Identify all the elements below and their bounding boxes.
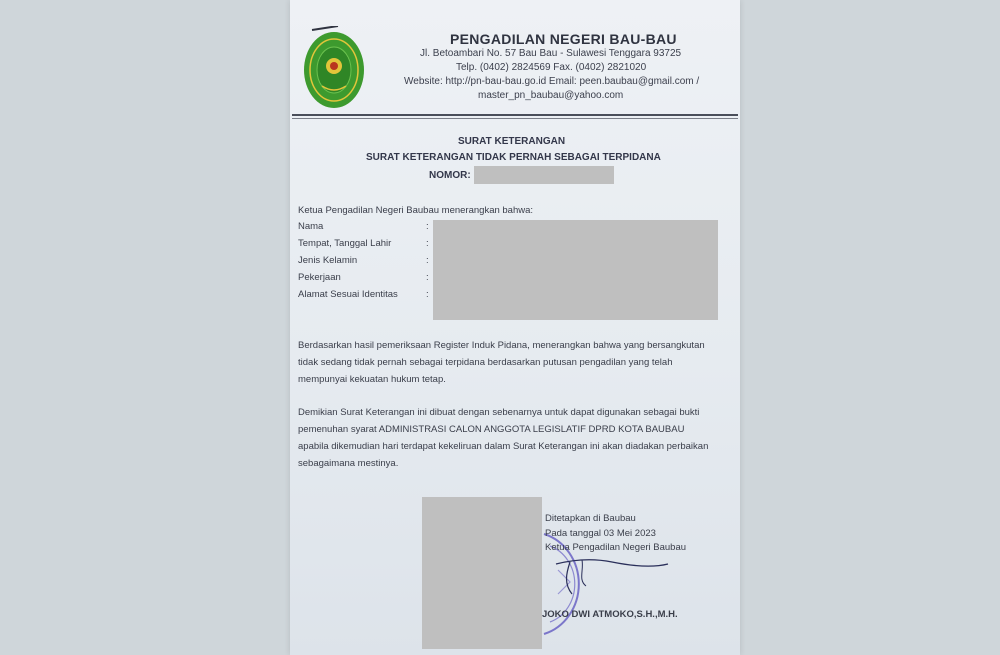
paragraph-1-line: Berdasarkan hasil pemeriksaan Register Induk Pidana, menerangkan bahwa yang bersangkutan: [298, 340, 705, 351]
handwritten-signature: [552, 550, 672, 600]
paragraph-2-line: Demikian Surat Keterangan ini dibuat dengan sebenarnya untuk dapat digunakan sebagai bukti: [298, 407, 700, 418]
signature-date: Pada tanggal 03 Mei 2023: [545, 528, 656, 539]
paragraph-2-line: apabila dikemudian hari terdapat kekeliruan dalam Surat Keterangan ini akan diadakan perbaikan: [298, 441, 709, 452]
paragraph-1-line: mempunyai kekuatan hukum tetap.: [298, 374, 446, 385]
document-title: SURAT KETERANGAN: [458, 136, 566, 147]
field-colon: :: [426, 272, 429, 283]
court-phone: Telp. (0402) 2824569 Fax. (0402) 2821020: [456, 62, 647, 73]
field-label-job: Pekerjaan: [298, 272, 341, 283]
court-website: Website: http://pn-bau-bau.go.id Email: peen.baubau@gmail.com /: [404, 76, 700, 87]
paragraph-1-line: tidak sedang tidak pernah sebagai terpidana berdasarkan putusan pengadilan yang telah: [298, 357, 673, 368]
court-address: Jl. Betoambari No. 57 Bau Bau - Sulawesi Tenggara 93725: [420, 48, 682, 59]
letterhead-rule: [292, 114, 738, 116]
redacted-number: [474, 166, 614, 184]
document-number-label: NOMOR:: [429, 170, 471, 181]
redacted-identity: [433, 220, 718, 320]
document-page: [290, 0, 740, 655]
signature-place: Ditetapkan di Baubau: [545, 513, 636, 524]
intro-text: Ketua Pengadilan Negeri Baubau menerangkan bahwa:: [298, 205, 534, 216]
redacted-photo: [422, 497, 542, 649]
field-label-birth: Tempat, Tanggal Lahir: [298, 238, 392, 249]
field-label-gender: Jenis Kelamin: [298, 255, 358, 266]
field-label-address: Alamat Sesuai Identitas: [298, 289, 398, 300]
field-colon: :: [426, 289, 429, 300]
field-colon: :: [426, 238, 429, 249]
court-name: PENGADILAN NEGERI BAU-BAU: [450, 31, 677, 47]
document-subtitle: SURAT KETERANGAN TIDAK PERNAH SEBAGAI TERPIDANA: [366, 152, 661, 163]
signatory-name: JOKO DWI ATMOKO,S.H.,M.H.: [542, 609, 678, 620]
paragraph-2-line: pemenuhan syarat ADMINISTRASI CALON ANGGOTA LEGISLATIF DPRD KOTA BAUBAU: [298, 424, 685, 435]
court-email-2: master_pn_baubau@yahoo.com: [478, 90, 624, 101]
letterhead-rule-thin: [292, 118, 738, 119]
signature-position: Ketua Pengadilan Negeri Baubau: [545, 542, 687, 553]
court-emblem-icon: [298, 26, 368, 112]
field-label-nama: Nama: [298, 221, 324, 232]
field-colon: :: [426, 255, 429, 266]
field-colon: :: [426, 221, 429, 232]
paragraph-2-line: sebagaimana mestinya.: [298, 458, 399, 469]
